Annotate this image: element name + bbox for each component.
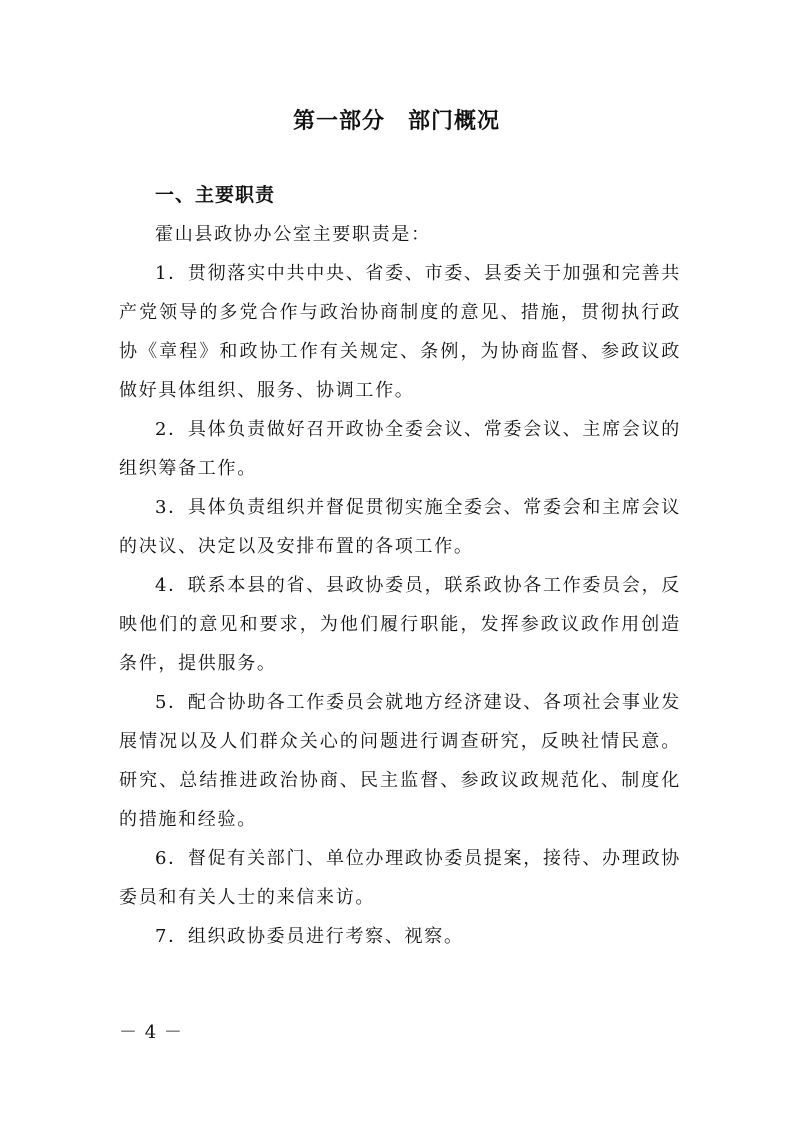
duty-paragraph-3: 3．具体负责组织并督促贯彻实施全委会、常委会和主席会议的决议、决定以及安排布置的各项工作。 bbox=[119, 497, 681, 557]
page-number: － 4 － bbox=[119, 1022, 183, 1043]
duty-paragraph-7: 7．组织政协委员进行考察、视察。 bbox=[155, 926, 464, 947]
document-body bbox=[119, 176, 681, 956]
duty-paragraph-5: 5．配合协助各工作委员会就地方经济建设、各项社会事业发展情况以及人们群众关心的问题进行调查研究，反映社情民意。研究、总结推进政治协商、民主监督、参政议政规范化、制度化的措施和经验。 bbox=[119, 692, 681, 830]
duty-paragraph-2: 2．具体负责做好召开政协全委会议、常委会议、主席会议的组织筹备工作。 bbox=[119, 419, 681, 479]
page-title: 第一部分 部门概况 bbox=[292, 109, 500, 134]
duty-paragraph-4: 4．联系本县的省、县政协委员，联系政协各工作委员会，反映他们的意见和要求，为他们履行职能，发挥参政议政作用创造条件，提供服务。 bbox=[119, 575, 681, 674]
intro-paragraph: 霍山县政协办公室主要职责是： bbox=[155, 224, 431, 245]
duty-paragraph-6: 6．督促有关部门、单位办理政协委员提案，接待、办理政协委员和有关人士的来信来访。 bbox=[119, 848, 681, 908]
duty-paragraph-1: 1．贯彻落实中共中央、省委、市委、县委关于加强和完善共产党领导的多党合作与政治协商制度的意见、措施，贯彻执行政协《章程》和政协工作有关规定、条例，为协商监督、参政议政做好具体组织、服务、协调工作。 bbox=[119, 263, 681, 401]
section-heading: 一、主要职责 bbox=[155, 184, 276, 206]
